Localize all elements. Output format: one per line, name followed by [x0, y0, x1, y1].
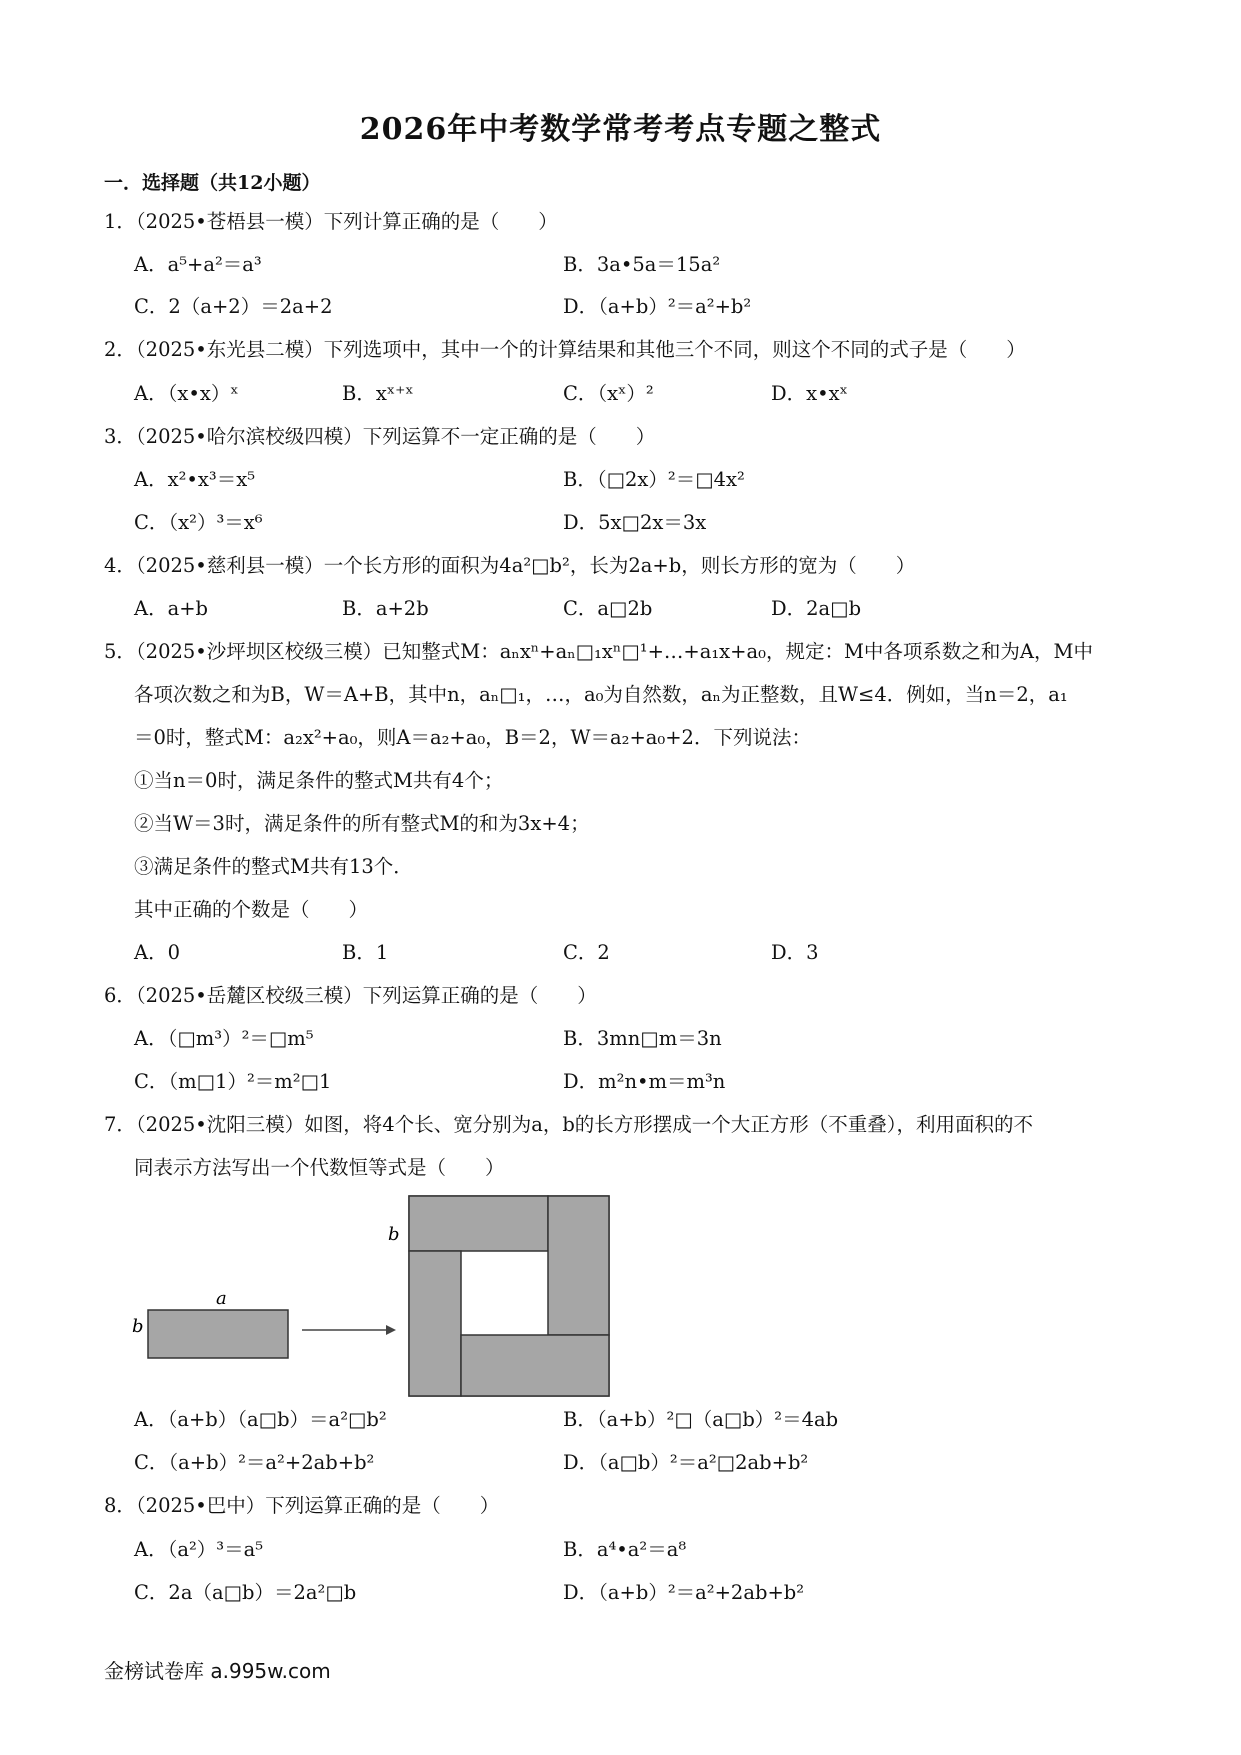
question-5-option-d: D．3 — [771, 941, 819, 964]
arrow-head-icon — [386, 1325, 396, 1335]
question-8-option-b: B．a⁴•a²＝a⁸ — [563, 1538, 687, 1561]
figure-label-b-small: b — [132, 1316, 144, 1337]
figure-label-b-big: b — [388, 1224, 400, 1245]
page-title: 2026年中考数学常考考点专题之整式 — [359, 112, 882, 147]
section-heading: 一．选择题（共12小题） — [104, 172, 321, 194]
question-7-option-a: A．（a+b）（a□b）＝a²□b² — [134, 1408, 387, 1431]
question-5-statement-2: ②当W＝3时，满足条件的所有整式M的和为3x+4； — [134, 812, 590, 835]
question-5-option-c: C．2 — [563, 941, 610, 964]
question-3-option-c: C．（x²）³＝x⁶ — [134, 511, 263, 534]
question-3-option-a: A．x²•x³＝x⁵ — [134, 468, 256, 491]
question-7-option-b: B．（a+b）²□（a□b）²＝4ab — [563, 1408, 839, 1431]
question-8-option-c: C．2a（a□b）＝2a²□b — [134, 1581, 357, 1604]
rect-left — [409, 1251, 461, 1396]
question-4-option-c: C．a□2b — [563, 597, 653, 620]
question-6-option-d: D．m²n•m＝m³n — [563, 1070, 726, 1093]
question-7-stem-line-2: 同表示方法写出一个代数恒等式是（ ） — [134, 1156, 505, 1179]
question-5-ask: 其中正确的个数是（ ） — [134, 898, 369, 921]
question-3-option-d: D．5x□2x＝3x — [563, 511, 707, 534]
question-6-stem: 6．（2025•岳麓区校级三模）下列运算正确的是（ ） — [104, 984, 597, 1007]
question-7-stem-line-1: 7．（2025•沈阳三模）如图，将4个长、宽分别为a，b的长方形摆成一个大正方形（不重叠），利用面积的不 — [104, 1113, 1034, 1136]
question-7-figure — [134, 1200, 614, 1405]
question-5-statement-1: ①当n＝0时，满足条件的整式M共有4个； — [134, 769, 504, 792]
question-1-stem: 1．（2025•苍梧县一模）下列计算正确的是（ ） — [104, 210, 558, 233]
question-5-statement-3: ③满足条件的整式M共有13个． — [134, 855, 413, 878]
question-1-option-a: A．a⁵+a²＝a³ — [134, 253, 262, 276]
small-rectangle — [148, 1310, 288, 1358]
question-4-option-a: A．a+b — [134, 597, 209, 620]
figure-label-a-small: a — [216, 1288, 227, 1309]
question-3-stem: 3．（2025•哈尔滨校级四模）下列运算不一定正确的是（ ） — [104, 425, 656, 448]
question-3-option-b: B．（□2x）²＝□4x² — [563, 468, 745, 491]
question-7-option-d: D．（a□b）²＝a²□2ab+b² — [563, 1451, 809, 1474]
question-4-option-d: D．2a□b — [771, 597, 862, 620]
question-5-stem-line-3: ＝0时，整式M：a₂x²+a₀，则A＝a₂+a₀，B＝2，W＝a₂+a₀+2．下列说法： — [134, 726, 811, 749]
question-2-option-b: B．xˣ⁺ˣ — [342, 382, 414, 405]
question-1-option-c: C．2（a+2）＝2a+2 — [134, 295, 333, 318]
question-7-option-c: C．（a+b）²＝a²+2ab+b² — [134, 1451, 375, 1474]
question-4-option-b: B．a+2b — [342, 597, 429, 620]
question-8-stem: 8．（2025•巴中）下列运算正确的是（ ） — [104, 1494, 500, 1517]
question-1-option-d: D．（a+b）²＝a²+b² — [563, 295, 752, 318]
question-2-stem: 2．（2025•东光县二模）下列选项中，其中一个的计算结果和其他三个不同，则这个不同的式子是（ ） — [104, 338, 1026, 361]
question-5-stem-line-2: 各项次数之和为B，W＝A+B，其中n，aₙ□₁，…，a₀为自然数，aₙ为正整数，且W≤4．例如，当n＝2，a₁ — [134, 683, 1068, 706]
question-2-option-a: A．（x•x）ˣ — [134, 382, 239, 405]
question-8-option-a: A．（a²）³＝a⁵ — [134, 1538, 264, 1561]
rect-bottom — [461, 1335, 609, 1396]
rect-top — [409, 1196, 548, 1251]
question-6-option-b: B．3mn□m＝3n — [563, 1027, 722, 1050]
question-5-stem-line-1: 5．（2025•沙坪坝区校级三模）已知整式M：aₙxⁿ+aₙ□₁xⁿ□¹+…+a₁x+a₀，规定：M中各项系数之和为A，M中 — [104, 640, 1093, 663]
question-1-option-b: B．3a•5a＝15a² — [563, 253, 721, 276]
question-6-option-c: C．（m□1）²＝m²□1 — [134, 1070, 332, 1093]
question-5-option-b: B．1 — [342, 941, 389, 964]
question-6-option-a: A．（□m³）²＝□m⁵ — [134, 1027, 314, 1050]
rect-right — [548, 1196, 609, 1335]
question-4-stem: 4．（2025•慈利县一模）一个长方形的面积为4a²□b²，长为2a+b，则长方形的宽为（ ） — [104, 554, 916, 577]
footer-source: 金榜试卷库 a.995w.com — [104, 1659, 331, 1683]
question-2-option-d: D．x•xˣ — [771, 382, 848, 405]
question-5-option-a: A．0 — [134, 941, 180, 964]
question-2-option-c: C．（xˣ）² — [563, 382, 654, 405]
question-8-option-d: D．（a+b）²＝a²+2ab+b² — [563, 1581, 805, 1604]
